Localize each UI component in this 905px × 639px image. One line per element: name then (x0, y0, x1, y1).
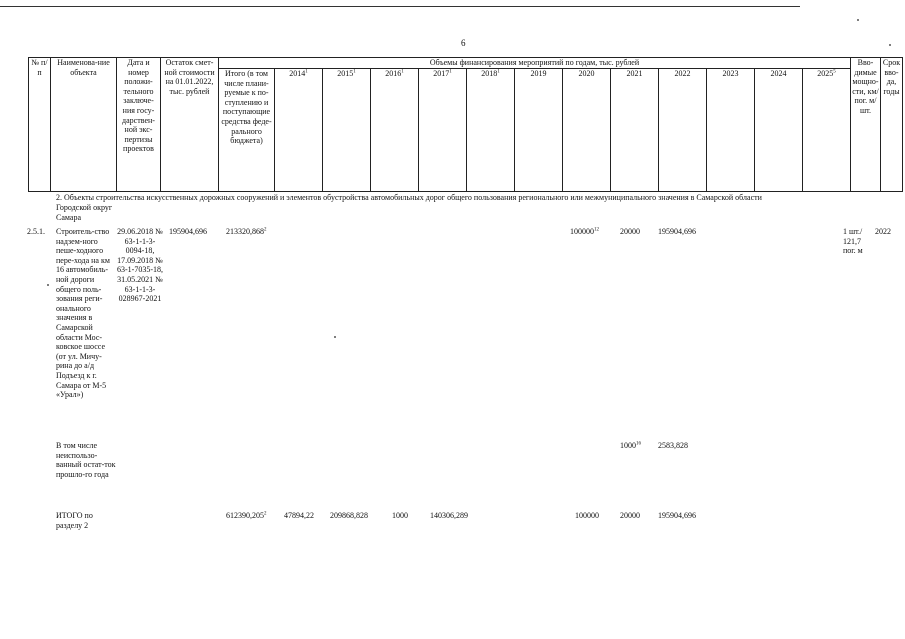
scan-speck (334, 336, 336, 338)
district-label: Городской округ Самара (56, 203, 113, 222)
year-label: 2016 (385, 69, 402, 78)
year-label: 2017 (433, 69, 450, 78)
subrow-value-2021: 1000$^{16}$ (620, 441, 641, 450)
rest-cost: 195904,696 (169, 227, 207, 236)
header-year: 2015$^1$ (323, 69, 371, 192)
page-number: 6 (461, 38, 466, 48)
year-label: 2020 (578, 69, 595, 78)
totals-2022: 195904,696 (658, 511, 696, 520)
scan-speck (47, 284, 49, 286)
capacity-value: 1 шт./ 121,7 пог. м (843, 227, 863, 256)
totals-total: 612390,205$^2$ (226, 511, 267, 520)
header-year (659, 69, 707, 192)
header-num: № п/п (29, 58, 51, 192)
scan-top-border (0, 6, 800, 7)
header-year (611, 69, 659, 192)
header-year: 2016$^1$ (371, 69, 419, 192)
value-2020: 100000$^{12}$ (570, 227, 599, 236)
value-2022: 195904,696 (658, 227, 696, 236)
header-rest: Остаток смет-ной стоимости на 01.01.2022, тыс. рублей (161, 58, 219, 192)
header-name: Наименова-ние объекта (51, 58, 117, 192)
header-year: 2025$^5$ (803, 69, 851, 192)
total-value: 213320,868$^2$ (226, 227, 267, 236)
year-label: 2021 (626, 69, 643, 78)
year-label: 2024 (770, 69, 787, 78)
header-year (707, 69, 755, 192)
year-label: 2015 (337, 69, 354, 78)
subrow-value-2022: 2583,828 (658, 441, 688, 450)
section-title: 2. Объекты строительства искусственных дорожных сооружений и элементов обустройства автомобильных дорог общего пользования регионального или межмуниципального значения в Самарской области (56, 193, 762, 202)
scan-speck (857, 19, 859, 21)
year-label: 2022 (674, 69, 691, 78)
row-number: 2.5.1. (27, 227, 45, 236)
year-label: 2014 (289, 69, 306, 78)
year-label: 2023 (722, 69, 739, 78)
header-year (563, 69, 611, 192)
year-label: 2019 (530, 69, 547, 78)
header-year: 2018$^1$ (467, 69, 515, 192)
header-group-title: Объемы финансирования мероприятий по годам, тыс. рублей (219, 58, 851, 69)
subrow-name: В том числе неиспользо-ванный остат-ток прошло-го года (56, 441, 116, 479)
totals-label: ИТОГО по разделу 2 (56, 511, 93, 530)
header-table (28, 57, 903, 192)
header-capacity: Вво-димые мощно-сти, км/пог. м/шт. (851, 58, 881, 192)
expertise-date: 29.06.2018 № 63-1-1-3-0094-18, 17.09.2018 № 63-1-7035-18, 31.05.2021 № 63-1-1-3-028967-2021 (117, 227, 163, 304)
object-name: Строитель-ство надзем-ного пеше-ходного пере-хода на км 16 автомобиль-ной дороги общего поль-зования реги-онального значения в Самарской области Мос-ковское шоссе (от ул. Мичу-рина до а/д Подъезд к г. Самара от М-5 «Урал») (56, 227, 110, 400)
year-label: 2025 (817, 69, 834, 78)
totals-2021: 20000 (620, 511, 640, 520)
header-year (755, 69, 803, 192)
value-2021: 20000 (620, 227, 640, 236)
header-year: 2017$^1$ (419, 69, 467, 192)
header-date: Дата и номер положи-тельного заключе-ния госу-дарствен-ной экс-пертизы проектов (117, 58, 161, 192)
header-term: Срок вво-да, годы (881, 58, 903, 192)
totals-2015: 209868,828 (330, 511, 368, 520)
totals-2014: 47894,22 (284, 511, 314, 520)
header-year: 2014$^1$ (275, 69, 323, 192)
year-label: 2018 (481, 69, 498, 78)
header-year (515, 69, 563, 192)
header-total: Итого (в том числе плани-руемые к по-ступлению и поступающие средства феде-рального бюджета) (219, 69, 275, 192)
totals-2016: 1000 (392, 511, 408, 520)
scan-speck (889, 44, 891, 46)
totals-2020: 100000 (575, 511, 599, 520)
term-value: 2022 (875, 227, 891, 236)
totals-2017: 140306,289 (430, 511, 468, 520)
